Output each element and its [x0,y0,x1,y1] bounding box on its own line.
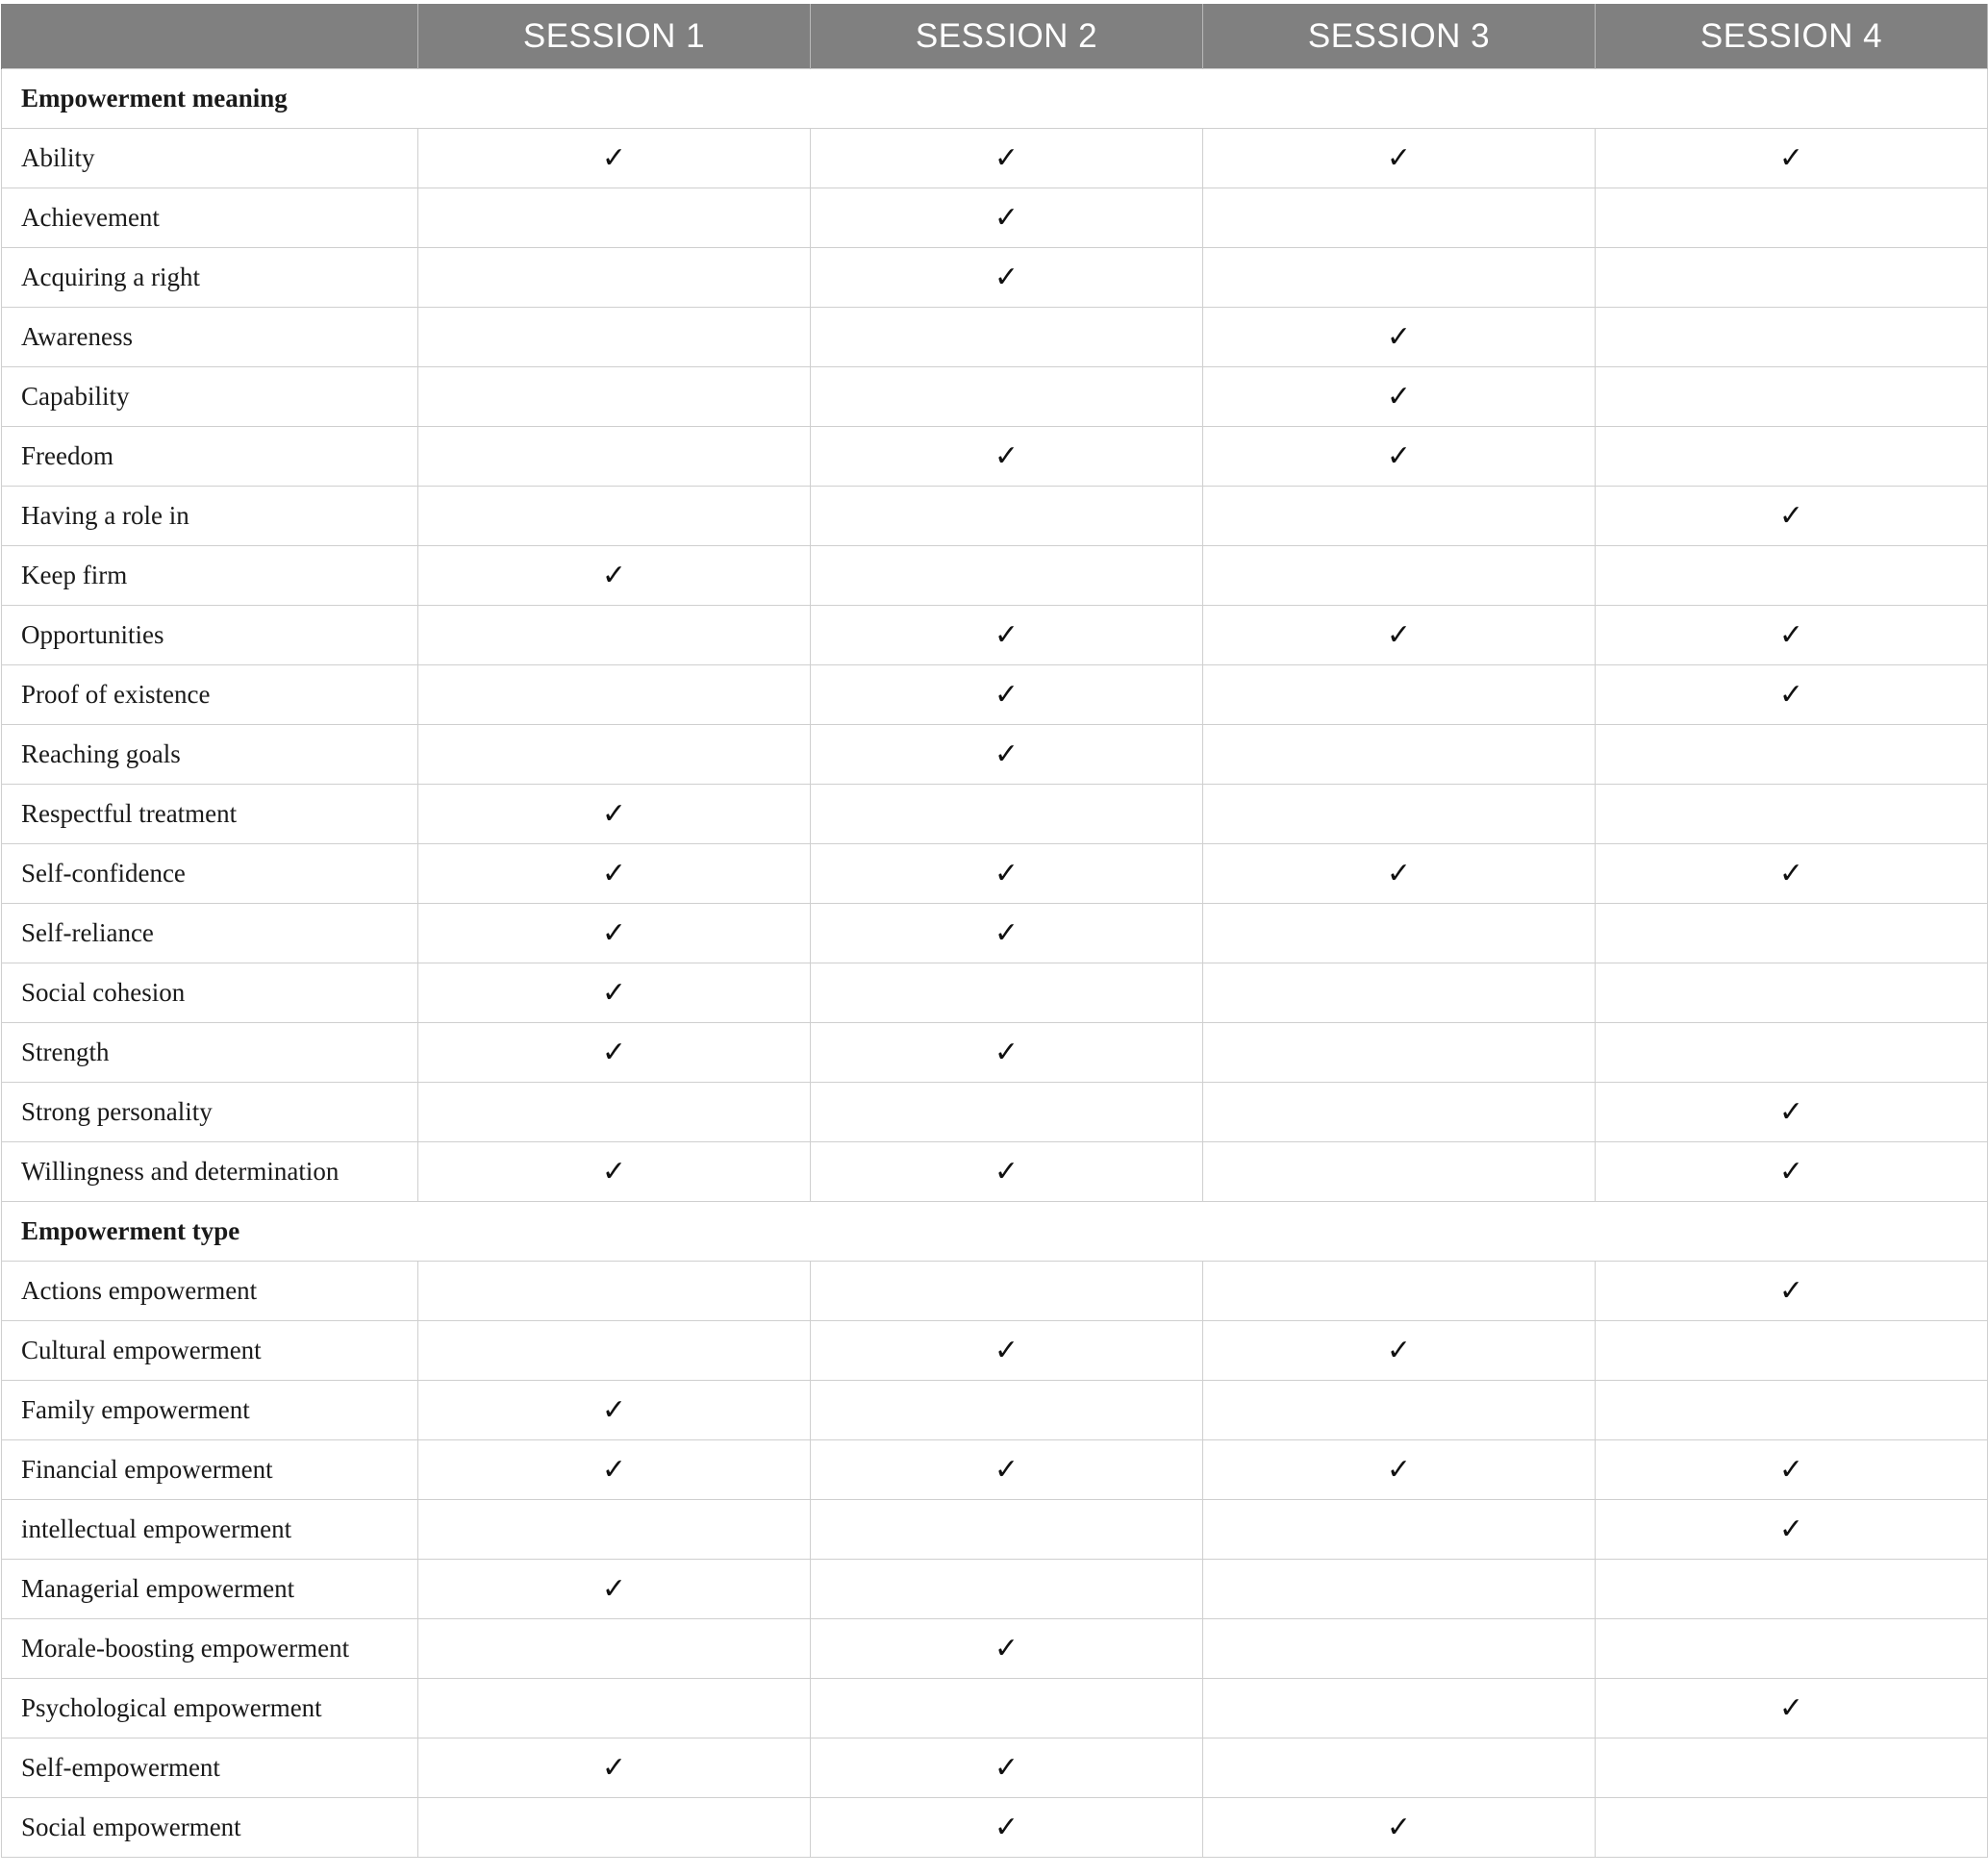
empty-cell [1203,904,1596,963]
check-mark-icon: ✓ [811,188,1203,248]
empty-cell [1203,1023,1596,1083]
check-mark-icon: ✓ [418,963,811,1023]
empty-cell [1203,665,1596,725]
table-row [2,1381,1988,1440]
empty-cell [418,248,811,308]
check-mark-icon: ✓ [811,606,1203,665]
check-mark-icon: ✓ [811,1798,1203,1858]
check-mark-icon: ✓ [1203,606,1596,665]
empty-cell [418,427,811,487]
check-mark-icon: ✓ [1596,1500,1988,1560]
row-label: Managerial empowerment [2,1560,418,1619]
check-mark-icon: ✓ [1203,129,1596,188]
empty-cell [418,1262,811,1321]
row-label: Social cohesion [2,963,418,1023]
empty-cell [1596,1560,1988,1619]
check-mark-icon: ✓ [1596,1262,1988,1321]
row-label: Keep firm [2,546,418,606]
empty-cell [418,1321,811,1381]
check-mark-icon: ✓ [811,1619,1203,1679]
table-row [2,1560,1988,1619]
check-mark-icon: ✓ [1596,487,1988,546]
check-mark-icon: ✓ [1596,1440,1988,1500]
check-mark-icon: ✓ [811,248,1203,308]
empty-cell [418,1798,811,1858]
table-row [2,904,1988,963]
check-mark-icon: ✓ [418,129,811,188]
table-row [2,725,1988,785]
header-session-1: SESSION 1 [418,4,811,69]
empty-cell [1203,785,1596,844]
table-row [2,1798,1988,1858]
check-mark-icon: ✓ [811,904,1203,963]
empty-cell [811,487,1203,546]
row-label: Respectful treatment [2,785,418,844]
empty-cell [811,1262,1203,1321]
empty-cell [811,1679,1203,1738]
table-row [2,963,1988,1023]
row-label: Acquiring a right [2,248,418,308]
empty-cell [1203,725,1596,785]
check-mark-icon: ✓ [811,844,1203,904]
check-mark-icon: ✓ [811,725,1203,785]
check-mark-icon: ✓ [811,1023,1203,1083]
table-row [2,785,1988,844]
check-mark-icon: ✓ [418,1381,811,1440]
row-label: Strength [2,1023,418,1083]
table-row [2,1619,1988,1679]
row-label: Self-confidence [2,844,418,904]
table-row [2,1083,1988,1142]
empty-cell [418,188,811,248]
empty-cell [418,725,811,785]
check-mark-icon: ✓ [1596,1142,1988,1202]
row-label: Freedom [2,427,418,487]
table-row [2,844,1988,904]
header-row [2,4,1988,69]
empty-cell [1203,1500,1596,1560]
check-mark-icon: ✓ [418,1440,811,1500]
table-row [2,1500,1988,1560]
empty-cell [1596,367,1988,427]
empty-cell [418,606,811,665]
empty-cell [1596,1798,1988,1858]
empty-cell [418,1619,811,1679]
empowerment-sessions-table [1,4,1988,1858]
check-mark-icon: ✓ [811,665,1203,725]
empty-cell [1596,1619,1988,1679]
empty-cell [1203,1679,1596,1738]
empty-cell [1596,1321,1988,1381]
table-row [2,129,1988,188]
empty-cell [1596,725,1988,785]
table-row [2,308,1988,367]
section-title: Empowerment type [2,1202,1988,1262]
empty-cell [418,1500,811,1560]
empty-cell [811,367,1203,427]
table-row [2,1440,1988,1500]
empty-cell [1596,1738,1988,1798]
row-label: Strong personality [2,1083,418,1142]
check-mark-icon: ✓ [418,1142,811,1202]
empty-cell [811,963,1203,1023]
row-label: Self-reliance [2,904,418,963]
table-body [2,69,1988,1858]
table-row [2,546,1988,606]
check-mark-icon: ✓ [418,1023,811,1083]
table-row [2,606,1988,665]
row-label: Morale-boosting empowerment [2,1619,418,1679]
empty-cell [1596,1023,1988,1083]
section-title: Empowerment meaning [2,69,1988,129]
empty-cell [811,785,1203,844]
check-mark-icon: ✓ [1596,665,1988,725]
check-mark-icon: ✓ [418,546,811,606]
empty-cell [418,1083,811,1142]
row-label: Willingness and determination [2,1142,418,1202]
check-mark-icon: ✓ [1203,1798,1596,1858]
check-mark-icon: ✓ [418,844,811,904]
empty-cell [811,308,1203,367]
check-mark-icon: ✓ [1596,1679,1988,1738]
row-label: Social empowerment [2,1798,418,1858]
empty-cell [1203,1083,1596,1142]
table-row [2,487,1988,546]
check-mark-icon: ✓ [1203,427,1596,487]
empty-cell [1596,188,1988,248]
empty-cell [1203,1738,1596,1798]
check-mark-icon: ✓ [1596,844,1988,904]
row-label: Actions empowerment [2,1262,418,1321]
table-row [2,367,1988,427]
empty-cell [811,1560,1203,1619]
check-mark-icon: ✓ [811,427,1203,487]
empty-cell [1596,1381,1988,1440]
row-label: Financial empowerment [2,1440,418,1500]
empty-cell [1203,963,1596,1023]
row-label: Achievement [2,188,418,248]
empty-cell [1203,546,1596,606]
empty-cell [1203,1262,1596,1321]
check-mark-icon: ✓ [811,1738,1203,1798]
empty-cell [811,1083,1203,1142]
check-mark-icon: ✓ [1203,1321,1596,1381]
check-mark-icon: ✓ [418,1738,811,1798]
row-label: Having a role in [2,487,418,546]
row-label: Family empowerment [2,1381,418,1440]
table-row [2,1023,1988,1083]
empty-cell [1203,188,1596,248]
check-mark-icon: ✓ [811,1142,1203,1202]
check-mark-icon: ✓ [811,129,1203,188]
check-mark-icon: ✓ [418,904,811,963]
empty-cell [418,487,811,546]
header-session-2: SESSION 2 [811,4,1203,69]
empty-cell [811,546,1203,606]
empty-cell [1203,1381,1596,1440]
empty-cell [418,1679,811,1738]
table-row [2,1679,1988,1738]
empty-cell [1596,904,1988,963]
empty-cell [418,367,811,427]
empty-cell [1596,785,1988,844]
check-mark-icon: ✓ [1203,367,1596,427]
check-mark-icon: ✓ [1203,1440,1596,1500]
row-label: intellectual empowerment [2,1500,418,1560]
table-row [2,1738,1988,1798]
empty-cell [1203,1619,1596,1679]
check-mark-icon: ✓ [418,785,811,844]
check-mark-icon: ✓ [811,1321,1203,1381]
empty-cell [1596,546,1988,606]
empty-cell [811,1500,1203,1560]
row-label: Proof of existence [2,665,418,725]
row-label: Psychological empowerment [2,1679,418,1738]
empty-cell [418,308,811,367]
table-container [1,4,1987,1858]
row-label: Self-empowerment [2,1738,418,1798]
table-row [2,427,1988,487]
check-mark-icon: ✓ [811,1440,1203,1500]
table-row [2,1321,1988,1381]
empty-cell [1203,248,1596,308]
check-mark-icon: ✓ [418,1560,811,1619]
row-label: Reaching goals [2,725,418,785]
table-header [2,4,1988,69]
empty-cell [811,1381,1203,1440]
empty-cell [1203,487,1596,546]
empty-cell [1203,1142,1596,1202]
empty-cell [1596,308,1988,367]
table-row [2,665,1988,725]
empty-cell [1203,1560,1596,1619]
empty-cell [1596,427,1988,487]
header-session-4: SESSION 4 [1596,4,1988,69]
section-header-row [2,1202,1988,1262]
row-label: Ability [2,129,418,188]
check-mark-icon: ✓ [1596,606,1988,665]
check-mark-icon: ✓ [1203,844,1596,904]
check-mark-icon: ✓ [1596,1083,1988,1142]
row-label: Cultural empowerment [2,1321,418,1381]
table-row [2,1262,1988,1321]
row-label: Opportunities [2,606,418,665]
check-mark-icon: ✓ [1203,308,1596,367]
table-row [2,1142,1988,1202]
header-session-3: SESSION 3 [1203,4,1596,69]
table-row [2,188,1988,248]
empty-cell [418,665,811,725]
empty-cell [1596,248,1988,308]
header-corner-cell [2,4,418,69]
row-label: Capability [2,367,418,427]
table-row [2,248,1988,308]
section-header-row [2,69,1988,129]
check-mark-icon: ✓ [1596,129,1988,188]
empty-cell [1596,963,1988,1023]
row-label: Awareness [2,308,418,367]
